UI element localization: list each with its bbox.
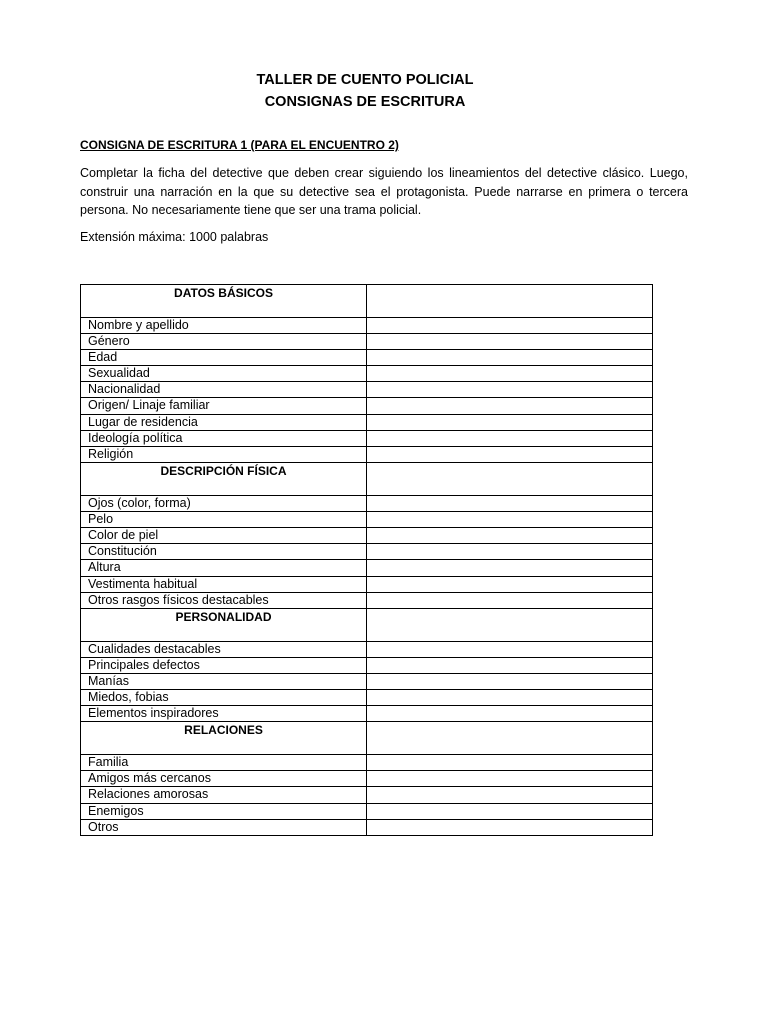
form-row: [81, 754, 653, 770]
field-value-cell[interactable]: [367, 690, 653, 706]
form-row: [81, 414, 653, 430]
field-label: Color de piel: [81, 528, 367, 544]
field-value-cell[interactable]: [367, 447, 653, 463]
field-label: Sexualidad: [81, 366, 367, 382]
field-label: Manías: [81, 673, 367, 689]
field-label: Ideología política: [81, 430, 367, 446]
form-row: [81, 333, 653, 349]
section-value-cell[interactable]: [367, 609, 653, 642]
field-value-cell[interactable]: [367, 657, 653, 673]
field-value-cell[interactable]: [367, 576, 653, 592]
form-row: [81, 592, 653, 608]
field-value-cell[interactable]: [367, 592, 653, 608]
field-label: Amigos más cercanos: [81, 771, 367, 787]
field-label: Otros rasgos físicos destacables: [81, 592, 367, 608]
field-label: Miedos, fobias: [81, 690, 367, 706]
field-value-cell[interactable]: [367, 528, 653, 544]
section-title: DATOS BÁSICOS: [81, 285, 367, 318]
form-row: [81, 576, 653, 592]
form-row: [81, 317, 653, 333]
form-row: [81, 349, 653, 365]
form-row: [81, 673, 653, 689]
field-label: Nombre y apellido: [81, 317, 367, 333]
field-value-cell[interactable]: [367, 430, 653, 446]
document-title: TALLER DE CUENTO POLICIAL: [256, 72, 474, 88]
field-value-cell[interactable]: [367, 787, 653, 803]
form-row: [81, 511, 653, 527]
field-value-cell[interactable]: [367, 771, 653, 787]
section-header-row: [81, 722, 653, 755]
field-value-cell[interactable]: [367, 819, 653, 835]
field-label: Relaciones amorosas: [81, 787, 367, 803]
form-row: [81, 544, 653, 560]
form-row: [81, 447, 653, 463]
form-row: [81, 641, 653, 657]
field-label: Vestimenta habitual: [81, 576, 367, 592]
field-value-cell[interactable]: [367, 706, 653, 722]
field-value-cell[interactable]: [367, 317, 653, 333]
form-row: [81, 803, 653, 819]
form-row: [81, 657, 653, 673]
section-title: PERSONALIDAD: [81, 609, 367, 642]
section-title: RELACIONES: [81, 722, 367, 755]
section-header-row: [81, 463, 653, 496]
field-value-cell[interactable]: [367, 495, 653, 511]
section-header-row: [81, 609, 653, 642]
form-row: [81, 690, 653, 706]
field-value-cell[interactable]: [367, 673, 653, 689]
extension-note: Extensión máxima: 1000 palabras: [80, 230, 269, 244]
field-value-cell[interactable]: [367, 560, 653, 576]
field-value-cell[interactable]: [367, 382, 653, 398]
form-row: [81, 430, 653, 446]
form-row: [81, 706, 653, 722]
field-label: Otros: [81, 819, 367, 835]
field-value-cell[interactable]: [367, 414, 653, 430]
field-value-cell[interactable]: [367, 803, 653, 819]
field-value-cell[interactable]: [367, 641, 653, 657]
field-label: Ojos (color, forma): [81, 495, 367, 511]
form-row: [81, 819, 653, 835]
field-value-cell[interactable]: [367, 398, 653, 414]
field-label: Altura: [81, 560, 367, 576]
form-row: [81, 366, 653, 382]
field-label: Género: [81, 333, 367, 349]
section-value-cell[interactable]: [367, 722, 653, 755]
field-label: Edad: [81, 349, 367, 365]
form-row: [81, 787, 653, 803]
field-value-cell[interactable]: [367, 754, 653, 770]
field-label: Lugar de residencia: [81, 414, 367, 430]
form-row: [81, 382, 653, 398]
section-value-cell[interactable]: [367, 463, 653, 496]
section-header-row: [81, 285, 653, 318]
form-row: [81, 528, 653, 544]
detective-form-table: [80, 284, 653, 836]
section-value-cell[interactable]: [367, 285, 653, 318]
consigna-instructions: Completar la ficha del detective que deben crear siguiendo los lineamientos del detective clásico. Luego, construir una narración en la que su detective sea el protagonista. Puede narrarse en primera o tercera persona. No necesariamente tiene que ser una trama policial.: [80, 166, 688, 217]
document-subtitle: CONSIGNAS DE ESCRITURA: [264, 94, 466, 110]
form-row: [81, 398, 653, 414]
field-label: Enemigos: [81, 803, 367, 819]
section-title: DESCRIPCIÓN FÍSICA: [81, 463, 367, 496]
field-value-cell[interactable]: [367, 349, 653, 365]
field-value-cell[interactable]: [367, 333, 653, 349]
field-label: Cualidades destacables: [81, 641, 367, 657]
consigna-heading: CONSIGNA DE ESCRITURA 1 (PARA EL ENCUENTRO 2): [80, 138, 399, 152]
field-label: Elementos inspiradores: [81, 706, 367, 722]
field-label: Principales defectos: [81, 657, 367, 673]
field-label: Pelo: [81, 511, 367, 527]
form-row: [81, 771, 653, 787]
form-row: [81, 495, 653, 511]
field-value-cell[interactable]: [367, 544, 653, 560]
field-value-cell[interactable]: [367, 511, 653, 527]
field-label: Nacionalidad: [81, 382, 367, 398]
field-label: Familia: [81, 754, 367, 770]
field-label: Religión: [81, 447, 367, 463]
field-value-cell[interactable]: [367, 366, 653, 382]
field-label: Constitución: [81, 544, 367, 560]
form-row: [81, 560, 653, 576]
field-label: Origen/ Linaje familiar: [81, 398, 367, 414]
